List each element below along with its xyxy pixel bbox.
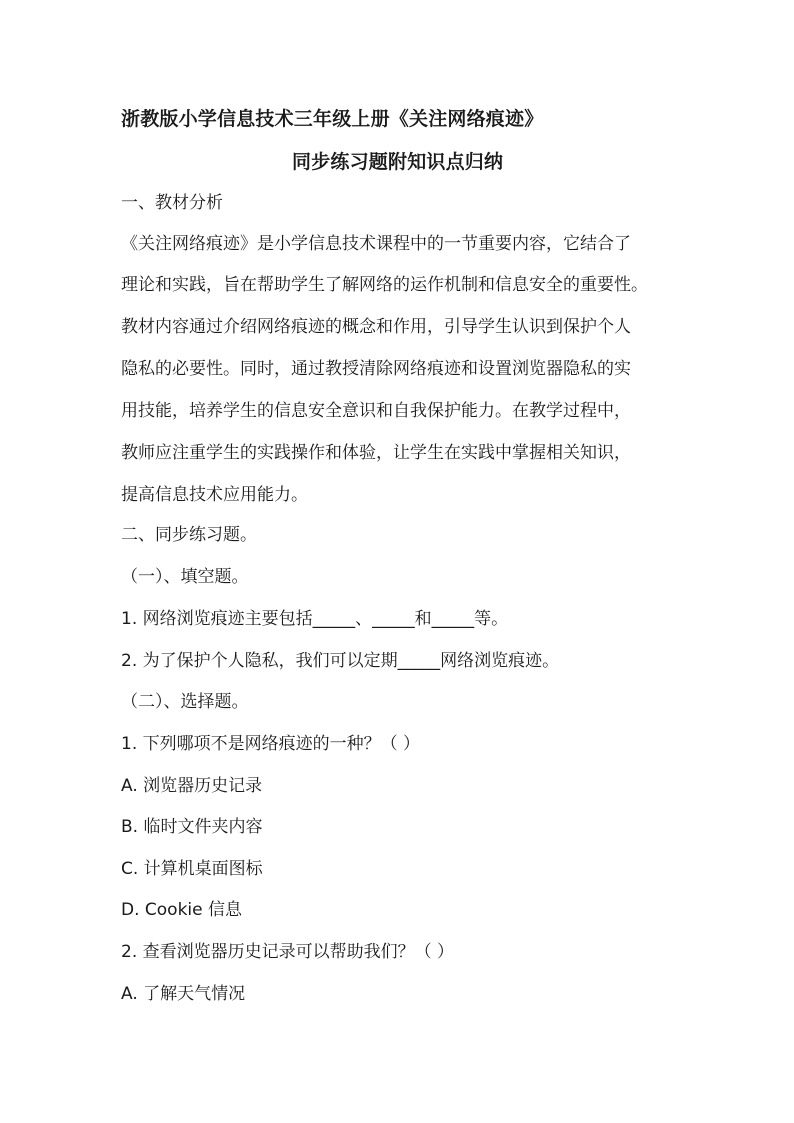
section-heading-analysis: 一、教材分析 <box>121 193 223 213</box>
analysis-line-6: 教师应注重学生的实践操作和体验，让学生在实践中掌握相关知识， <box>121 443 631 463</box>
choice-q1-option-b: B. 临时文件夹内容 <box>121 817 263 837</box>
fill-question-1: 1. 网络浏览痕迹主要包括_____、_____和_____等。 <box>121 609 509 629</box>
document-title-line2: 同步练习题附知识点归纳 <box>292 151 504 173</box>
document-title-line1: 浙教版小学信息技术三年级上册《关注网络痕迹》 <box>121 108 544 130</box>
choice-q1-option-c: C. 计算机桌面图标 <box>121 859 263 879</box>
choice-question-2: 2. 查看浏览器历史记录可以帮助我们？（ ） <box>121 942 455 962</box>
analysis-line-3: 教材内容通过介绍网络痕迹的概念和作用，引导学生认识到保护个人 <box>121 317 631 337</box>
analysis-line-2: 理论和实践，旨在帮助学生了解网络的运作机制和信息安全的重要性。 <box>121 275 648 295</box>
fill-in-heading: （一）、填空题。 <box>121 567 249 587</box>
analysis-line-4: 隐私的必要性。同时，通过教授清除网络痕迹和设置浏览器隐私的实 <box>121 359 631 379</box>
section-heading-exercises: 二、同步练习题。 <box>121 525 257 545</box>
choice-question-1: 1. 下列哪项不是网络痕迹的一种？（ ） <box>121 734 421 754</box>
choice-heading: （二）、选择题。 <box>121 692 249 712</box>
fill-question-2: 2. 为了保护个人隐私，我们可以定期_____网络浏览痕迹。 <box>121 651 560 671</box>
choice-q2-option-a: A. 了解天气情况 <box>121 984 246 1004</box>
choice-q1-option-d: D. Cookie 信息 <box>121 900 243 920</box>
analysis-line-7: 提高信息技术应用能力。 <box>121 485 308 505</box>
analysis-line-1: 《关注网络痕迹》是小学信息技术课程中的一节重要内容，它结合了 <box>121 234 631 254</box>
analysis-line-5: 用技能，培养学生的信息安全意识和自我保护能力。在教学过程中， <box>121 401 631 421</box>
choice-q1-option-a: A. 浏览器历史记录 <box>121 776 263 796</box>
